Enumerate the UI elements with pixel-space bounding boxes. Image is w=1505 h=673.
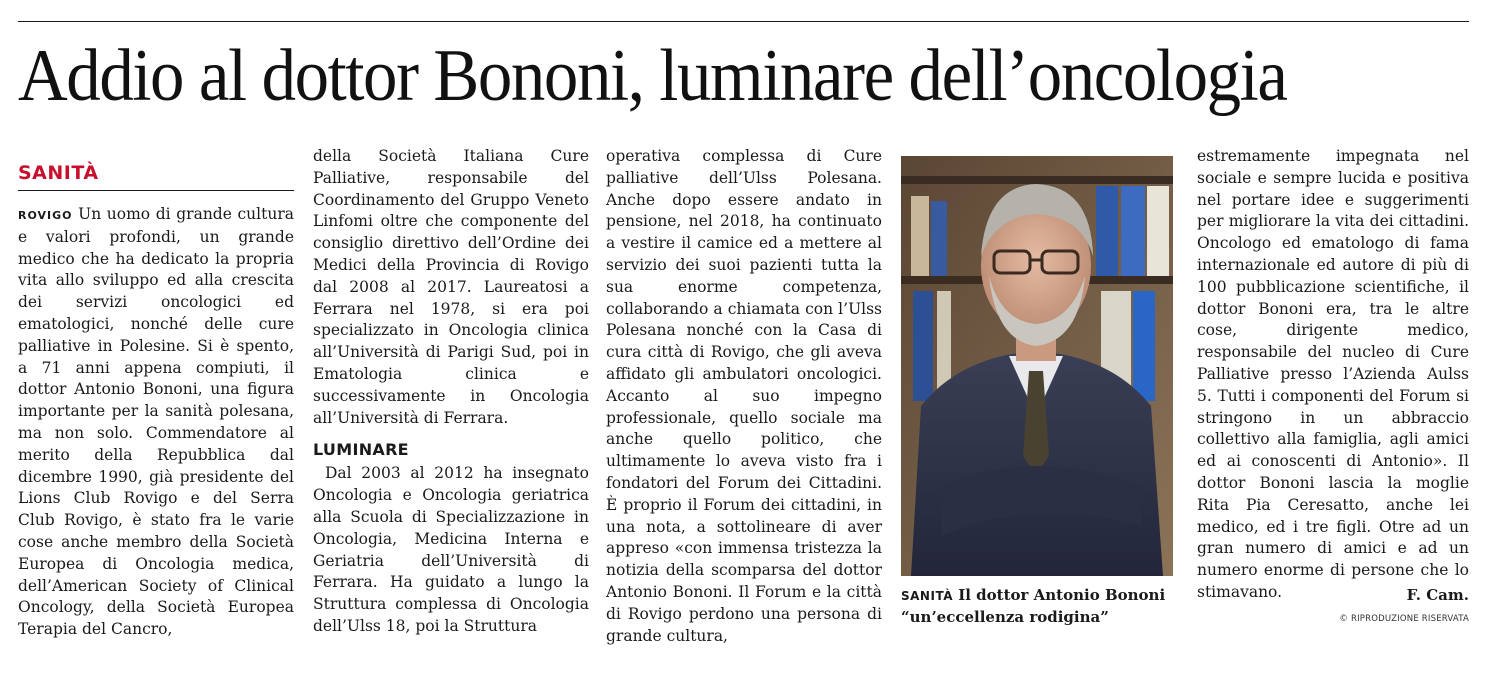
- col2-text-b: Dal 2003 al 2012 ha insegnato Oncologia e Oncologia geriatrica alla Scuola di Specializzazione in Oncologia, Medicina Interna e Geriatria dell’Università di Ferrara. Ha guidato a lungo la Struttura complessa di Oncologia dell’Ulss 18, poi la Struttura: [313, 464, 589, 635]
- caption-label: SANITÀ: [901, 589, 953, 603]
- column-2: [313, 146, 589, 638]
- lead-paragraph: [18, 204, 294, 641]
- top-rule: [18, 21, 1469, 22]
- subhead-luminare: LUMINARE: [313, 440, 409, 460]
- portrait-illustration: [901, 156, 1173, 576]
- section-label: SANITÀ: [18, 162, 99, 184]
- photo-caption: [901, 585, 1181, 628]
- col3-text: operativa complessa di Cure palliative dell’Ulss Polesana. Anche dopo essere andato in pensione, nel 2018, ha continuato a vestire il camice ed a mettere al servizio dei suoi pazienti tutta la sua enorme competenza, collaborando a chiamata con l’Ulss Polesana nonché con la Casa di cura città di Rovigo, che gli aveva affidato gli ambulatori oncologici. Accanto al suo impegno professionale, quello sociale ma anche quello politico, che ultimamente lo aveva visto fra i fondatori del Forum dei Cittadini. È proprio il Forum dei cittadini, in una nota, a sottolineare di aver appreso «con immensa tristezza la notizia della scomparsa del dottor Antonio Bononi. Il Forum e la città di Rovigo perdono una persona di grande cultura,: [606, 147, 882, 645]
- col2-text: della Società Italiana Cure Palliative, responsabile del Coordinamento del Gruppo Veneto Linfomi oltre che componente del consiglio direttivo dell’Ordine dei Medici della Provincia di Rovigo dal 2008 al 2017. Laureatosi a Ferrara nel 1978, si era poi specializzato in Oncologia clinica all’Università di Parigi Sud, poi in Ematologia clinica e successivamente in Oncologia all’Università di Ferrara.: [313, 147, 589, 427]
- section-rule: [18, 190, 294, 191]
- column-5: [1197, 146, 1469, 604]
- headline: Addio al dottor Bononi, luminare dell’oncologia: [18, 35, 1287, 117]
- col1-text: Un uomo di grande cultura e valori profondi, un grande medico che ha dedicato la propria vita allo sviluppo ed alla crescita dei servizi oncologici ed ematologici, nonché delle cure palliative in Polesine. Si è spento, a 71 anni appena compiuti, il dottor Antonio Bononi, una figura importante per la sanità polesana, ma non solo. Commendatore al merito della Repubblica dal dicembre 1990, già presidente del Lions Club Rovigo e del Serra Club Rovigo, è stato fra le varie cose anche membro della Società Europea di Oncologia medica, dell’American Society of Clinical Oncology, della Società Europea Terapia del Cancro,: [18, 205, 294, 639]
- portrait-photo: [901, 156, 1173, 576]
- col5-text: estremamente impegnata nel sociale e sempre lucida e positiva nel portare idee e suggerimenti per migliorare la vita dei cittadini. Oncologo ed ematologo di fama internazionale ed autore di più di 100 pubblicazione scientifiche, il dottor Bononi era, tra le altre cose, dirigente medico, responsabile del nucleo di Cure Palliative presso l’Azienda Aulss 5. Tutti i componenti del Forum si stringono in un abbraccio collettivo alla famiglia, agli amici ed ai conoscenti di Antonio». Il dottor Bononi lascia la moglie Rita Pia Ceresatto, anche lei medico, ed i tre figli. Otre ad un gran numero di amici e ad un numero enorme di persone che lo stimavano.: [1197, 147, 1469, 601]
- author-signature: F. Cam.: [1406, 586, 1469, 604]
- caption-text: Il dottor Antonio Bononi “un’eccellenza rodigina”: [901, 586, 1166, 626]
- column-3: [606, 146, 882, 647]
- dateline: ROVIGO: [18, 209, 73, 222]
- column-1: [18, 160, 294, 641]
- copyright-notice: © RIPRODUZIONE RISERVATA: [1339, 614, 1469, 624]
